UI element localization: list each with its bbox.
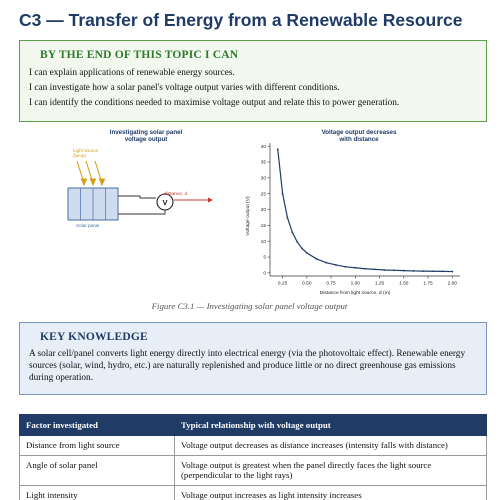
data-point: [287, 217, 289, 219]
data-point: [422, 270, 424, 272]
chart-series: [277, 148, 453, 272]
key-knowledge-box: [19, 322, 487, 395]
figure-caption: Figure C3.1 — Investigating solar panel voltage output: [151, 301, 348, 311]
experiment-diagram: [60, 126, 230, 244]
data-point: [354, 267, 356, 269]
data-point: [306, 252, 308, 254]
x-tick-label: 0.50: [302, 281, 312, 287]
x-tick-label: 2.00: [447, 281, 457, 287]
light-source-label-line2: (lamp): [73, 153, 87, 158]
x-tick-label: 0.75: [326, 281, 336, 287]
y-axis-ticks: [261, 144, 270, 277]
data-point: [296, 241, 298, 243]
table-cell-relationship: Voltage output decreases as distance increases (intensity falls with distance): [175, 436, 487, 456]
solar-panel: [68, 188, 118, 220]
y-tick-label: 35: [260, 160, 266, 166]
data-point: [374, 268, 376, 270]
data-point: [316, 258, 318, 260]
table-row: [20, 485, 487, 500]
y-tick-label: 25: [260, 192, 266, 198]
table-row: [20, 455, 487, 485]
diagram-title-line1: Investigating solar panel: [109, 129, 183, 136]
x-tick-label: 1.25: [374, 281, 385, 287]
data-point: [335, 264, 337, 266]
data-point: [282, 193, 284, 195]
learning-goal-item: I can explain applications of renewable energy sources.: [29, 68, 235, 78]
factors-table: [19, 414, 487, 500]
data-point: [277, 148, 279, 150]
table-cell-relationship: Voltage output increases as light intensity increases: [175, 485, 487, 500]
table-cell-factor: Distance from light source: [20, 436, 175, 456]
y-axis-label: Voltage output (V): [246, 196, 251, 236]
series-line: [278, 149, 452, 271]
data-point: [393, 269, 395, 271]
diagram-title-line2: voltage output: [124, 136, 168, 143]
table-cell-factor: Light intensity: [20, 485, 175, 500]
data-point: [325, 262, 327, 264]
x-tick-label: 1.00: [350, 281, 360, 287]
page-title: C3 — Transfer of Energy from a Renewable Resource: [19, 10, 463, 30]
column-header-relationship: Typical relationship with voltage output: [175, 415, 487, 436]
voltmeter-symbol: V: [162, 198, 168, 207]
data-point: [413, 270, 415, 272]
x-tick-label: 1.75: [423, 281, 433, 287]
light-source-label-line1: Light source: [73, 148, 99, 153]
data-point: [291, 231, 293, 233]
y-tick-label: 40: [260, 144, 266, 150]
x-tick-label: 1.50: [399, 281, 409, 287]
data-point: [345, 266, 347, 268]
learning-goals-heading: BY THE END OF THIS TOPIC I CAN: [40, 49, 239, 61]
table-cell-factor: Angle of solar panel: [20, 455, 175, 485]
x-tick-label: 0.25: [277, 281, 288, 287]
chart-title-line1: Voltage output decreases: [321, 129, 397, 136]
distance-arrow: [174, 198, 213, 203]
chart-title-line2: with distance: [339, 136, 379, 143]
solar-panel-label: Solar panel: [76, 223, 100, 228]
learning-goals-box: [19, 40, 487, 122]
y-tick-label: 0: [263, 271, 266, 277]
column-header-factor: Factor investigated: [20, 415, 175, 436]
table-cell-relationship: Voltage output is greatest when the panel directly faces the light source (perpendicular to the light rays): [175, 455, 487, 485]
learning-goal-item: I can identify the conditions needed to maximise voltage output and relate this to power generation.: [29, 98, 400, 108]
data-point: [301, 248, 303, 250]
table-row: [20, 436, 487, 456]
distance-label: distance, d: [164, 192, 188, 197]
y-tick-label: 10: [260, 239, 266, 245]
data-point: [432, 270, 434, 272]
learning-goal-item: I can investigate how a solar panel's voltage output varies with different conditions.: [29, 83, 340, 93]
data-point: [442, 271, 444, 273]
chart-axes: [270, 143, 460, 276]
data-point: [364, 268, 366, 270]
voltage-distance-chart: [232, 126, 467, 300]
light-rays: [77, 161, 105, 185]
key-knowledge-heading: KEY KNOWLEDGE: [40, 331, 148, 343]
data-point: [383, 269, 385, 271]
y-tick-label: 30: [260, 176, 266, 182]
y-tick-label: 20: [260, 208, 266, 214]
x-axis-label: Distance from light source, d (m): [319, 291, 391, 296]
data-point: [451, 271, 453, 273]
table-header-row: [20, 415, 487, 436]
y-tick-label: 15: [260, 224, 266, 230]
x-axis-ticks: [278, 276, 457, 287]
y-tick-label: 5: [263, 255, 266, 261]
key-knowledge-text: A solar cell/panel converts light energy directly into electrical energy (via the photovoltaic effect). Renewable energy sources (solar, wind, hydro, etc.) are naturally replenished and produce little or no direct greenhouse gas emissions during operation.: [29, 349, 466, 383]
data-point: [403, 270, 405, 272]
